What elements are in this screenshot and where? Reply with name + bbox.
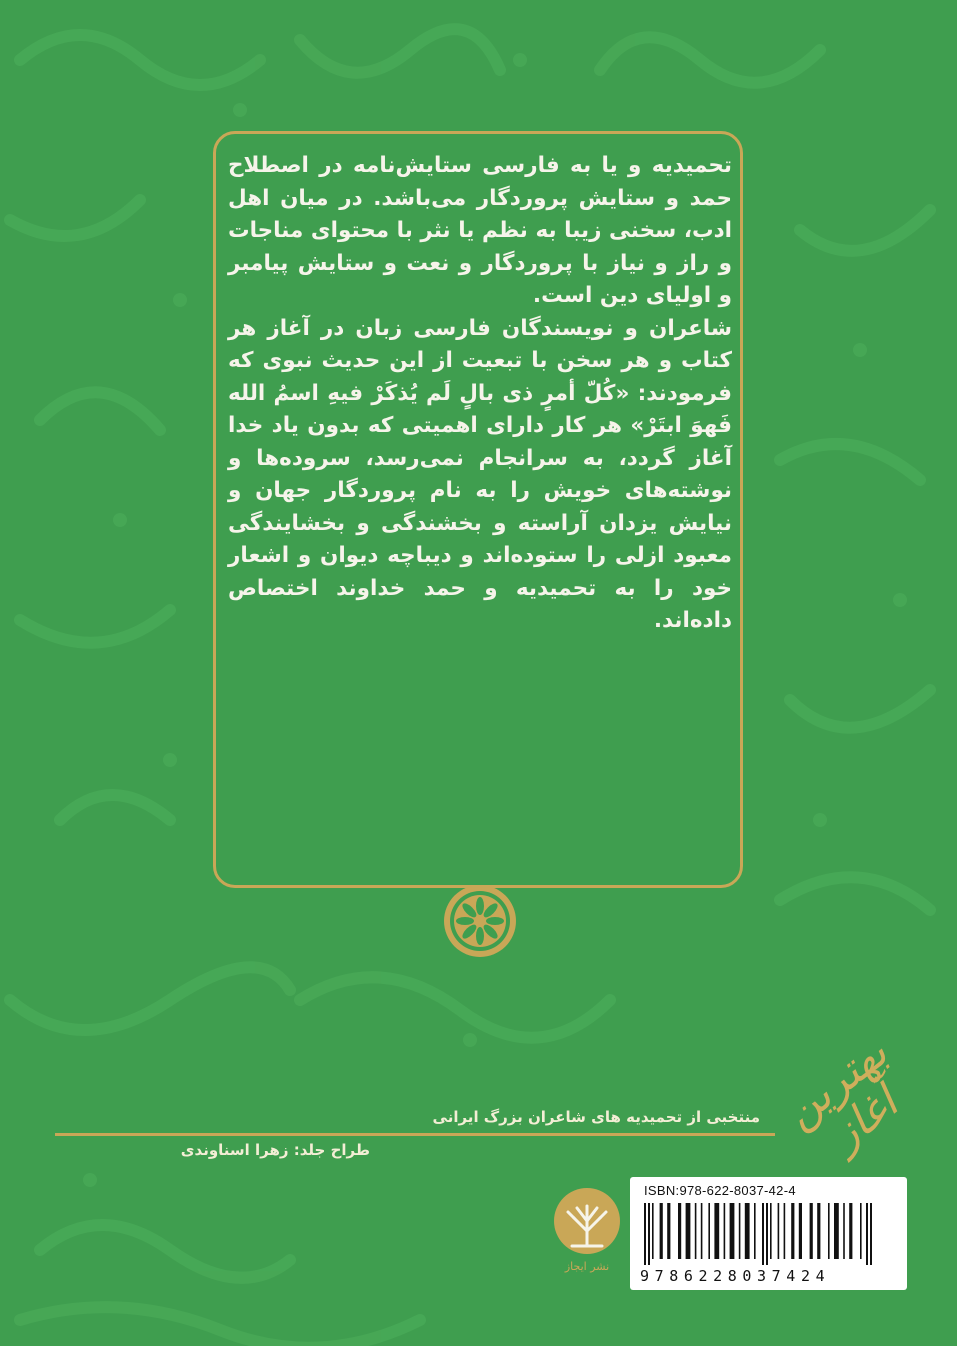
barcode-bar (810, 1203, 813, 1259)
barcode-bar (660, 1203, 663, 1259)
barcode-bar (678, 1203, 681, 1259)
barcode-bar (708, 1203, 710, 1259)
barcode-bars (642, 1203, 897, 1265)
barcode-bar (714, 1203, 719, 1259)
barcode-bar (686, 1203, 691, 1259)
barcode-bar (799, 1203, 802, 1259)
subtitle: منتخبی از تحمیدیه های شاعران بزرگ ایرانی (432, 1108, 760, 1126)
barcode-bar (849, 1203, 852, 1259)
barcode-bar (695, 1203, 697, 1259)
barcode-bar (770, 1203, 772, 1259)
barcode-bar (745, 1203, 750, 1259)
cover-designer-credit: طراح جلد: زهرا اسناوندی (180, 1141, 370, 1159)
rosette-ornament-icon (440, 881, 520, 961)
barcode-bar (828, 1203, 830, 1259)
barcode-bar (766, 1203, 768, 1265)
barcode-digits: 9786228037424 (640, 1267, 831, 1285)
barcode-bar (644, 1203, 646, 1265)
barcode-bar (730, 1203, 735, 1259)
barcode-bar (791, 1203, 794, 1259)
barcode-bar (834, 1203, 839, 1259)
barcode-bar (870, 1203, 872, 1265)
logo-text: نشر ایجاز (564, 1260, 610, 1273)
barcode-bar (866, 1203, 868, 1265)
barcode-bar (652, 1203, 654, 1259)
back-cover-blurb: تحمیدیه و یا به فارسی ستایش‌نامه در اصطلاح حمد و ستایش پروردگار می‌باشد. در میان اهل ادب، سخنی زیبا به نظم یا نثر با محتوای مناجات و راز و نیاز با پروردگار و نعت و ستایش پیامبر و اولیای دین است. شاعران و نویسندگان فارسی زبان در آغاز هر کتاب و هر سخن با تبعیت از این حدیث نبوی که فرمودند: «کُلّ أمرٍ ذی بالٍ لَم یُذکَرْ فیهِ اسمُ الله فَهوَ ابتَرْ» هر کار دارای اهمیتی که بدون یاد خدا آغاز گردد، به سرانجام نمی‌رسد، سروده‌ها و نوشته‌های خویش را به نام پروردگار جهان و نیایش یزدان آراسته و بخشندگی و بخشایندگی معبود ازلی را ستوده‌اند و دیباچه دیوان و اشعار خود را به تحمیدیه و حمد خداوند اختصاص داده‌اند. (228, 153, 732, 633)
barcode-bar (701, 1203, 703, 1259)
divider-line (55, 1133, 775, 1136)
barcode-bar (860, 1203, 862, 1259)
barcode-box (630, 1177, 907, 1290)
barcode-bar (843, 1203, 845, 1259)
barcode-bar (648, 1203, 650, 1265)
barcode-bar (817, 1203, 820, 1259)
barcode-bar (778, 1203, 780, 1259)
barcode-bar (667, 1203, 670, 1259)
barcode-bar (784, 1203, 786, 1259)
barcode-bar (754, 1203, 756, 1259)
barcode-bar (762, 1203, 764, 1265)
series-title: بهترین آغاز (774, 1026, 908, 1161)
tree-logo-icon (552, 1186, 622, 1276)
isbn-label: ISBN:978-622-8037-42-4 (644, 1183, 796, 1198)
barcode-bar (724, 1203, 726, 1259)
barcode-bar (739, 1203, 741, 1259)
